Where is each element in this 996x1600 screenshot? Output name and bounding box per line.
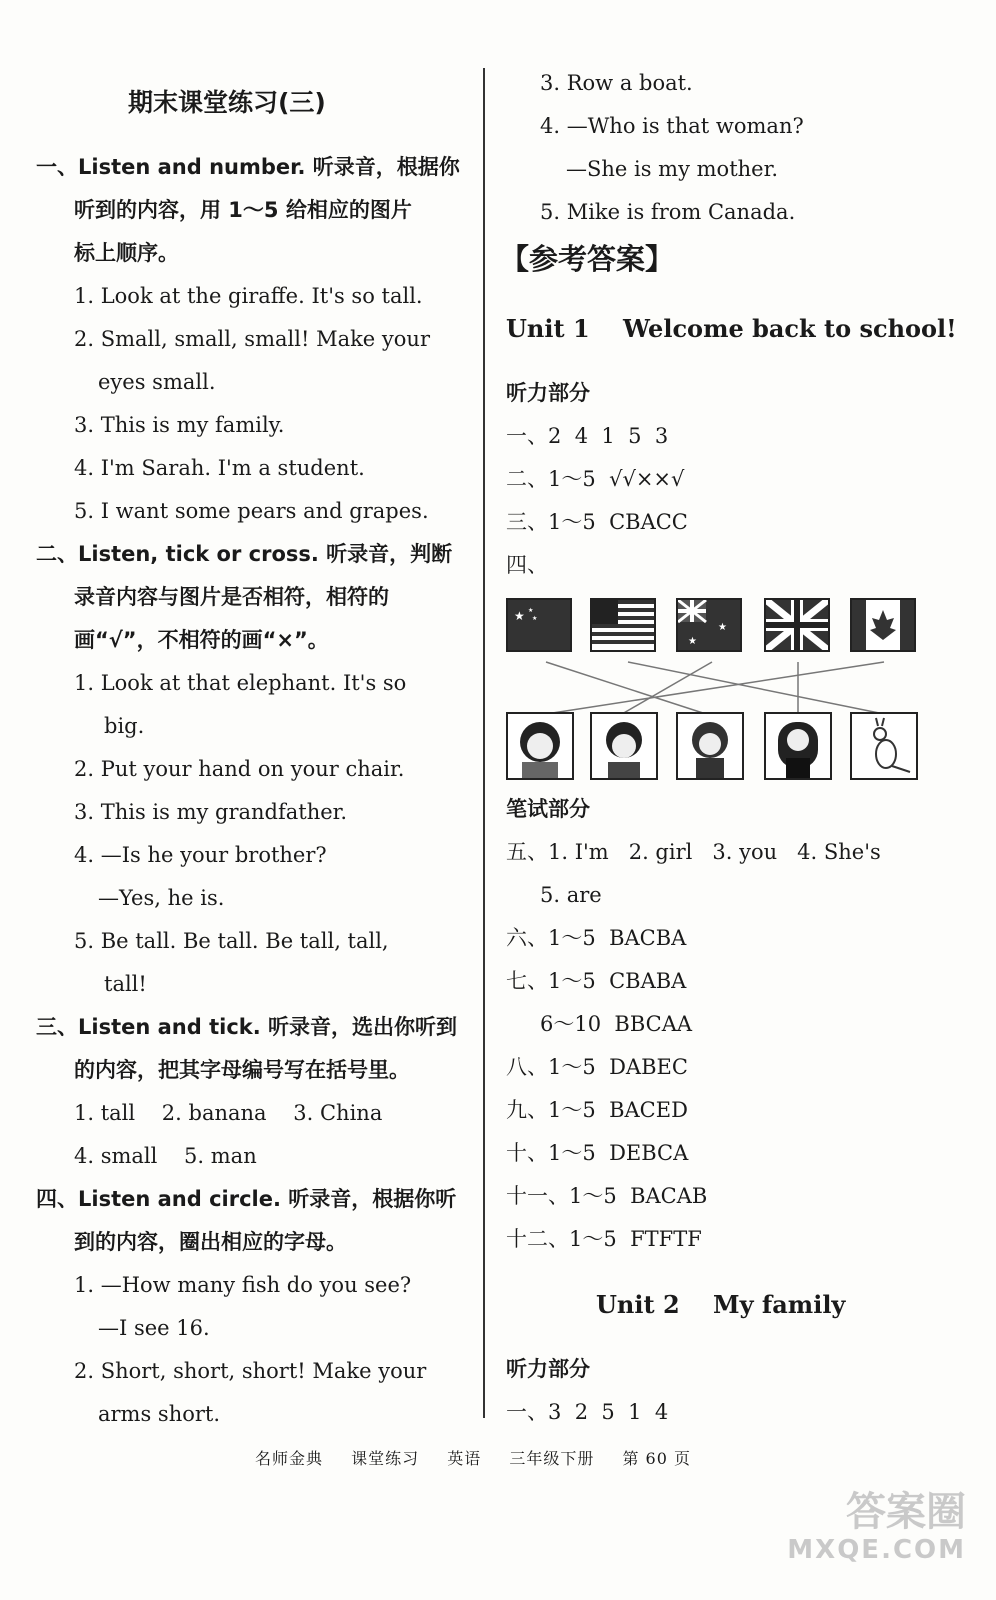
answer-row: 四、 [506,553,548,577]
list-item: 2. Short, short, short! Make your [74,1359,427,1383]
list-item: 4. —Is he your brother? [74,843,327,867]
footer-grade: 三年级下册 [509,1449,595,1468]
section-3-heading: 三、Listen and tick. 听录音，选出你听到 [36,1015,458,1039]
answer-row: 一、2 4 1 5 3 [506,424,669,448]
answer-row: 九、1～5 BACED [506,1098,688,1122]
watermark-url: MXQE.COM [787,1535,966,1565]
kangaroo-image [850,712,918,780]
section-2-heading: 二、Listen, tick or cross. 听录音，判断 [36,542,453,566]
list-item: eyes small. [98,370,216,394]
china-flag-image [506,598,572,652]
list-item: 1. —How many fish do you see? [74,1273,412,1297]
answer-row: 八、1～5 DABEC [506,1055,688,1079]
australia-flag-image [676,598,742,652]
svg-text:★: ★ [532,615,538,622]
answer-row: 十一、1～5 BACAB [506,1184,708,1208]
answer-row: 一、3 2 5 1 4 [506,1400,669,1424]
child-portrait-image [676,712,744,780]
svg-text:★: ★ [514,609,525,623]
answers-heading: 【参考答案】 [500,242,675,276]
child-portrait-image [764,712,832,780]
unit-1-title: Unit 1 Welcome back to school! [506,314,957,343]
list-item: 2. Small, small, small! Make your [74,327,430,351]
section-4-heading: 到的内容，圈出相应的字母。 [74,1230,347,1254]
section-2-heading: 录音内容与图片是否相符，相符的 [74,585,389,609]
list-item: 5. Mike is from Canada. [540,200,796,224]
column-divider [483,68,485,1418]
list-item: —I see 16. [98,1316,210,1340]
section-1-heading: 听到的内容，用 1～5 给相应的图片 [74,198,412,222]
list-item: 1. Look at the giraffe. It's so tall. [74,284,423,308]
section-4-heading: 四、Listen and circle. 听录音，根据你听 [36,1187,457,1211]
uk-flag-image [764,598,830,652]
footer-page-number: 第 60 页 [622,1449,691,1468]
section-1-heading: 一、Listen and number. 听录音，根据你 [36,155,460,179]
list-item: 4. I'm Sarah. I'm a student. [74,456,365,480]
svg-text:★: ★ [528,607,534,614]
list-item: tall! [104,972,147,996]
section-2-heading: 画“√”，不相符的画“×”。 [74,628,329,652]
list-item: 3. Row a boat. [540,71,693,95]
listening-label: 听力部分 [506,381,590,405]
list-item: 3. This is my family. [74,413,285,437]
watermark-logo: 答案圈 [846,1489,966,1535]
page-footer [255,1446,713,1469]
footer-series: 课堂练习 [351,1449,420,1468]
list-item: 4. small 5. man [74,1144,257,1168]
list-item: 1. tall 2. banana 3. China [74,1101,383,1125]
page-title: 期末课堂练习(三) [128,88,326,117]
footer-subject: 英语 [447,1449,482,1468]
list-item: 3. This is my grandfather. [74,800,348,824]
answer-row: 六、1～5 BACBA [506,926,687,950]
canada-flag-image [850,598,916,652]
answer-row: 5. are [540,883,602,907]
answer-row: 五、1. I'm 2. girl 3. you 4. She's [506,840,881,864]
list-item: 1. Look at that elephant. It's so [74,671,407,695]
list-item: 5. Be tall. Be tall. Be tall, tall, [74,929,389,953]
writing-label: 笔试部分 [506,797,590,821]
unit-2-title: Unit 2 My family [596,1290,846,1319]
child-portrait-image [506,712,574,780]
list-item: big. [104,714,145,738]
answer-row: 三、1～5 CBACC [506,510,688,534]
answer-row: 七、1～5 CBABA [506,969,687,993]
list-item: arms short. [98,1402,221,1426]
answer-row: 十、1～5 DEBCA [506,1141,689,1165]
child-portrait-image [590,712,658,780]
answer-row: 十二、1～5 FTFTF [506,1227,702,1251]
list-item: 4. —Who is that woman? [540,114,804,138]
usa-flag-image [590,598,656,652]
list-item: 2. Put your hand on your chair. [74,757,405,781]
footer-book: 名师金典 [255,1449,324,1468]
answer-row: 二、1～5 √√××√ [506,467,685,491]
section-3-heading: 的内容，把其字母编号写在括号里。 [74,1058,410,1082]
answer-row: 6～10 BBCAA [540,1012,693,1036]
list-item: —She is my mother. [566,157,778,181]
list-item: —Yes, he is. [98,886,225,910]
svg-text:★: ★ [688,636,697,647]
section-1-heading: 标上顺序。 [74,241,179,265]
list-item: 5. I want some pears and grapes. [74,499,429,523]
listening-label: 听力部分 [506,1357,590,1381]
svg-text:★: ★ [718,622,727,633]
